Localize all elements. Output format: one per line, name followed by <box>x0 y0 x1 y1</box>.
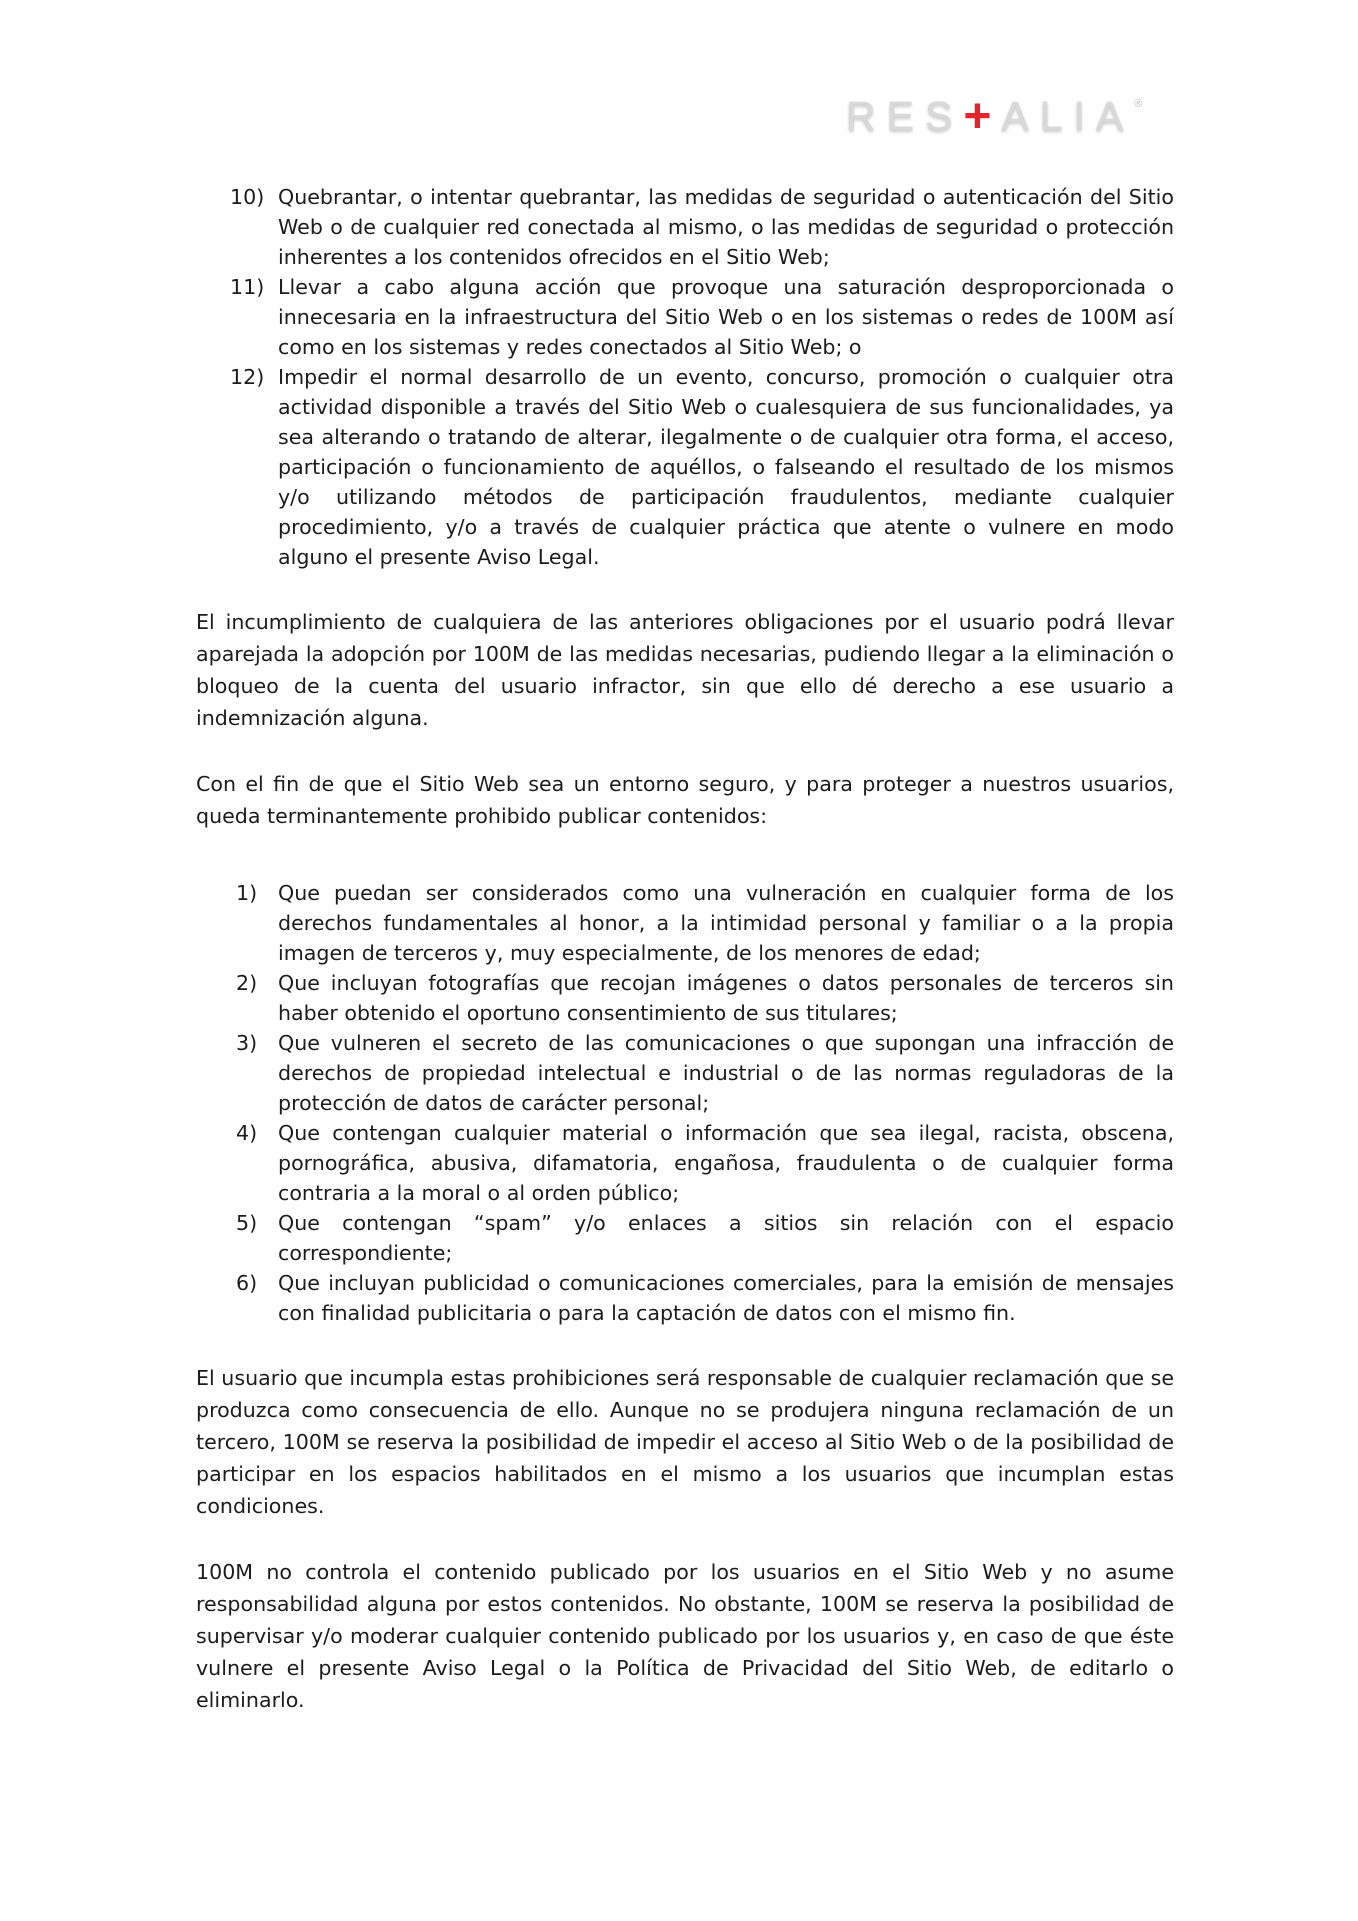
list-item-number: 2) <box>236 971 258 995</box>
list-item-text: Impedir el normal desarrollo de un evento, concurso, promoción o cualquier otra actividad disponible a través del Sitio Web o cualesquiera de sus funcionalidades, ya sea alterando o tratando de alterar, ilegalmente o de cualquier otra forma, el acceso, participación o funcionamiento de aquéllos, o falseando el resultado de los mismos y/o utilizando métodos de participación fraudulentos, mediante cualquier procedimiento, y/o a través de cualquier práctica que atente o vulnere en modo alguno el presente Aviso Legal. <box>278 365 1174 569</box>
prohibited-actions-list <box>196 182 1174 572</box>
paragraph-incumplimiento: El incumplimiento de cualquiera de las anteriores obligaciones por el usuario podrá llevar aparejada la adopción por 100M de las medidas necesarias, pudiendo llegar a la eliminación o bloqueo de la cuenta del usuario infractor, sin que ello dé derecho a ese usuario a indemnización alguna. <box>196 610 1174 730</box>
list-item-text: Llevar a cabo alguna acción que provoque una saturación desproporcionada o innecesaria en la infraestructura del Sitio Web o en los sistemas o redes de 100M así como en los sistemas y redes conectados al Sitio Web; o <box>278 275 1174 359</box>
paragraph-responsabilidad-usuario: El usuario que incumpla estas prohibiciones será responsable de cualquier reclamación que se produzca como consecuencia de ello. Aunque no se produjera ninguna reclamación de un tercero, 100M se reserva la posibilidad de impedir el acceso al Sitio Web o de la posibilidad de participar en los espacios habilitados en el mismo a los usuarios que incumplan estas condiciones. <box>196 1366 1174 1518</box>
logo-text-after: ALIA <box>1001 92 1135 139</box>
list-item-number: 5) <box>236 1211 258 1235</box>
prohibited-content-list <box>196 878 1174 1328</box>
list-item-number: 11) <box>230 275 265 299</box>
list-item-number: 12) <box>230 365 265 389</box>
list-item <box>236 968 1174 1028</box>
logo-plus-icon: + <box>963 89 996 143</box>
list-item-number: 3) <box>236 1031 258 1055</box>
list-item <box>236 1268 1174 1328</box>
list-item <box>230 362 1174 572</box>
list-item-text: Que vulneren el secreto de las comunicaciones o que supongan una infracción de derechos de propiedad intelectual e industrial o de las normas reguladoras de la protección de datos de carácter personal; <box>278 1031 1174 1115</box>
list-item-text: Que puedan ser considerados como una vulneración en cualquier forma de los derechos fundamentales al honor, a la intimidad personal y familiar o a la propia imagen de terceros y, muy especialmente, de los menores de edad; <box>278 881 1174 965</box>
list-item-number: 4) <box>236 1121 258 1145</box>
list-item <box>236 1118 1174 1208</box>
list-item-number: 6) <box>236 1271 258 1295</box>
paragraph-entorno-seguro: Con el fin de que el Sitio Web sea un entorno seguro, y para proteger a nuestros usuarios, queda terminantemente prohibido publicar contenidos: <box>196 772 1174 828</box>
list-item-text: Que incluyan fotografías que recojan imágenes o datos personales de terceros sin haber obtenido el oportuno consentimiento de sus titulares; <box>278 971 1174 1025</box>
list-item <box>236 1208 1174 1268</box>
list-item-text: Que contengan cualquier material o información que sea ilegal, racista, obscena, pornográfica, abusiva, difamatoria, engañosa, fraudulenta o de cualquier forma contraria a la moral o al orden público; <box>278 1121 1174 1205</box>
list-item <box>230 272 1174 362</box>
paragraph-control-contenido: 100M no controla el contenido publicado por los usuarios en el Sitio Web y no asume responsabilidad alguna por estos contenidos. No obstante, 100M se reserva la posibilidad de supervisar y/o moderar cualquier contenido publicado por los usuarios y, en caso de que éste vulnere el presente Aviso Legal o la Política de Privacidad del Sitio Web, de editarlo o eliminarlo. <box>196 1560 1174 1712</box>
list-item-text: Quebrantar, o intentar quebrantar, las medidas de seguridad o autenticación del Sitio Web o de cualquier red conectada al mismo, o las medidas de seguridad o protección inherentes a los contenidos ofrecidos en el Sitio Web; <box>278 185 1174 269</box>
list-item <box>236 1028 1174 1118</box>
list-item <box>230 182 1174 272</box>
restalia-logo <box>846 89 1143 143</box>
logo-registered-mark: ® <box>1134 98 1143 110</box>
list-item <box>236 878 1174 968</box>
list-item-number: 10) <box>230 185 265 209</box>
list-item-text: Que contengan “spam” y/o enlaces a sitios sin relación con el espacio correspondiente; <box>278 1211 1174 1265</box>
list-item-text: Que incluyan publicidad o comunicaciones comerciales, para la emisión de mensajes con finalidad publicitaria o para la captación de datos con el mismo fin. <box>278 1271 1174 1325</box>
document-body <box>196 182 1174 1716</box>
list-item-number: 1) <box>236 881 258 905</box>
logo-text-before: RES <box>846 92 964 139</box>
